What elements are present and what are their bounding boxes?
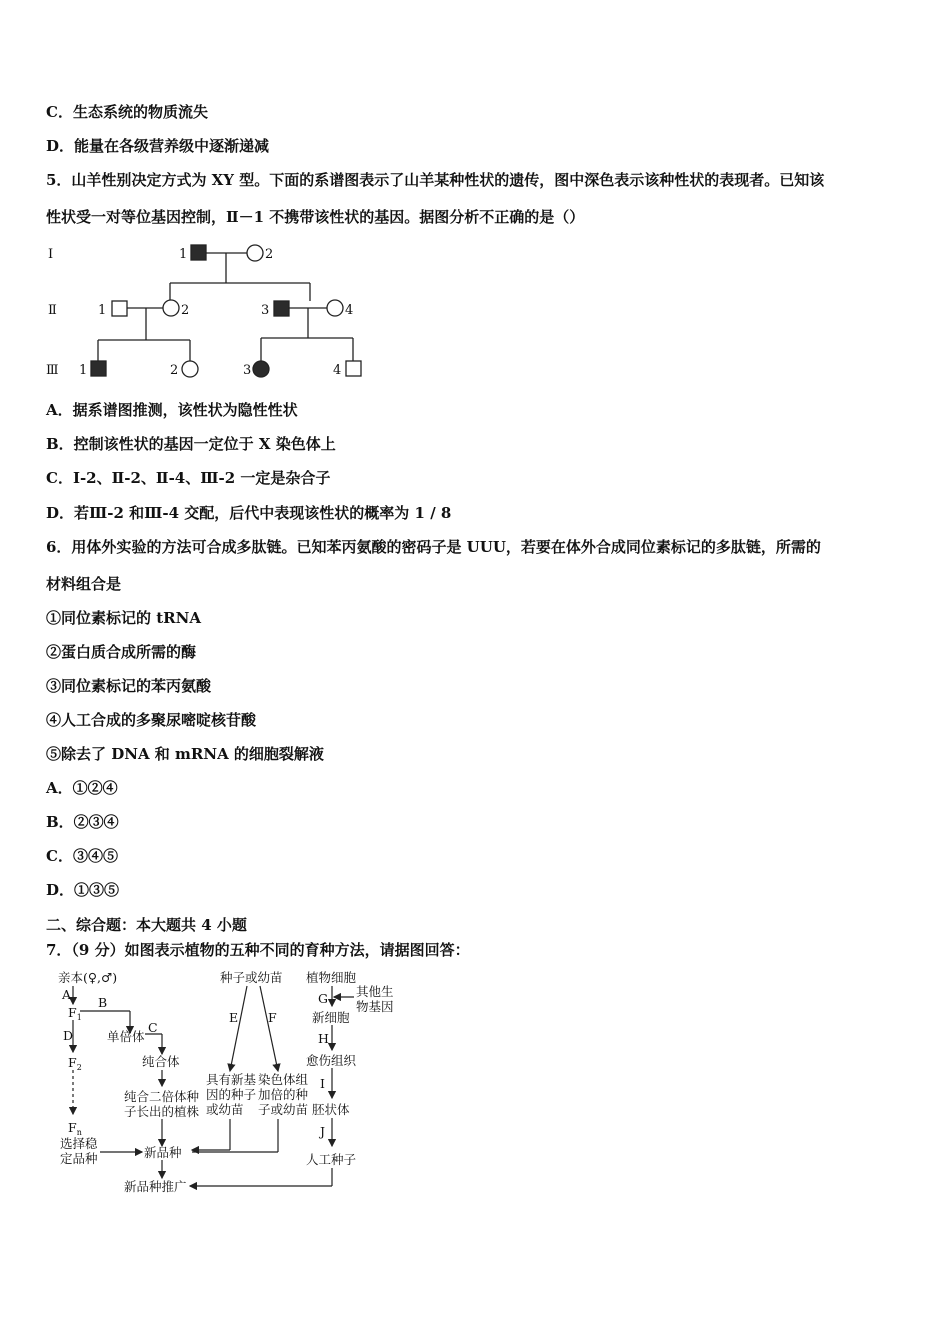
label-III4: 4 — [333, 363, 342, 378]
node-chrom-line-1: 染色体组 — [258, 1072, 309, 1087]
node-seed: 种子或幼苗 — [220, 970, 283, 985]
node-haploid: 单倍体 — [107, 1029, 145, 1044]
q6-option-d: D．①③⑤ — [46, 881, 120, 899]
node-plant-cell: 植物细胞 — [306, 970, 357, 985]
node-newgene-line-3: 或幼苗 — [206, 1102, 244, 1117]
q6-item-3: ③同位素标记的苯丙氨酸 — [46, 677, 212, 695]
node-newgene-line-1: 具有新基 — [206, 1072, 257, 1087]
label-II3: 3 — [261, 303, 270, 318]
edge-label-f: F — [268, 1010, 277, 1025]
node-new-cell: 新细胞 — [312, 1010, 350, 1025]
q5-option-b: B．控制该性状的基因一定位于 X 染色体上 — [46, 435, 336, 453]
q5-stem-line-2: 性状受一对等位基因控制，Ⅱ－1 不携带该性状的基因。据图分析不正确的是（） — [46, 208, 585, 226]
q6-item-4: ④人工合成的多聚尿嘧啶核苷酸 — [46, 711, 257, 729]
q4-option-c: C．生态系统的物质流失 — [46, 103, 208, 121]
pedigree-III4-male — [346, 361, 361, 376]
node-diploid-line-2: 子长出的植株 — [124, 1104, 200, 1119]
q5-option-a: A．据系谱图推测，该性状为隐性性状 — [46, 401, 298, 419]
node-other-gene-line-2: 物基因 — [356, 999, 394, 1014]
q7-stem: 7．（9 分）如图表示植物的五种不同的育种方法，请据图回答： — [46, 941, 470, 959]
node-f1: $F_1$ — [68, 1005, 82, 1022]
pedigree-I2-female — [247, 245, 263, 261]
label-III2: 2 — [170, 363, 179, 378]
edge-label-e: E — [229, 1010, 239, 1025]
pedigree-II3-affected-male — [274, 301, 289, 316]
node-newgene-line-2: 因的种子 — [206, 1087, 257, 1102]
edge-label-i: I — [320, 1076, 325, 1091]
label-II1: 1 — [98, 303, 107, 318]
edge-label-d: D — [63, 1028, 74, 1043]
q5-option-d: D．若Ⅲ-2 和Ⅲ-4 交配，后代中表现该性状的概率为 1 / 8 — [46, 504, 452, 522]
gen-label-III: Ⅲ — [46, 363, 59, 378]
q6-item-2: ②蛋白质合成所需的酶 — [46, 643, 197, 661]
node-chrom-line-2: 加倍的种 — [258, 1087, 309, 1102]
node-new-variety: 新品种 — [144, 1145, 182, 1160]
pedigree-II4-female — [327, 300, 343, 316]
section-2-heading: 二、综合题：本大题共 4 小题 — [46, 916, 247, 934]
node-promote: 新品种推广 — [124, 1179, 187, 1194]
edge-label-b: B — [98, 995, 108, 1010]
q6-option-b: B．②③④ — [46, 813, 119, 831]
node-artificial-seed: 人工种子 — [306, 1152, 357, 1167]
breeding-methods-diagram — [50, 966, 400, 1196]
q5-stem-line-1: 5．山羊性别决定方式为 XY 型。下面的系谱图表示了山羊某种性状的遗传，图中深色表示该种性状的表现者。已知该 — [46, 171, 825, 189]
q5-option-c: C．I-2、Ⅱ-2、Ⅱ-4、Ⅲ-2 一定是杂合子 — [46, 469, 331, 487]
pedigree-III2-female — [182, 361, 198, 377]
node-callus: 愈伤组织 — [306, 1053, 357, 1068]
pedigree-III3-affected-female — [253, 361, 269, 377]
gen-label-II: Ⅱ — [48, 303, 57, 318]
gen-label-I: Ⅰ — [48, 247, 54, 262]
pedigree-III1-affected-male — [91, 361, 106, 376]
node-chrom-line-3: 子或幼苗 — [258, 1102, 309, 1117]
node-diploid-line-1: 纯合二倍体种 — [124, 1089, 200, 1104]
edge-label-j: J — [320, 1124, 326, 1139]
label-II4: 4 — [345, 303, 354, 318]
edge-label-c: C — [148, 1020, 158, 1035]
node-parents: 亲本(♀,♂) — [58, 970, 118, 985]
pedigree-II2-female — [163, 300, 179, 316]
node-pure: 纯合体 — [142, 1054, 180, 1069]
pedigree-II1-male — [112, 301, 127, 316]
q4-option-d: D．能量在各级营养级中逐渐递减 — [46, 137, 270, 155]
pedigree-I1-affected-male — [191, 245, 206, 260]
pedigree-chart — [40, 238, 380, 388]
node-select-line-1: 选择稳 — [60, 1136, 98, 1151]
node-select-line-2: 定品种 — [60, 1151, 98, 1166]
node-embryoid: 胚状体 — [312, 1102, 350, 1117]
edge-label-a: A — [62, 987, 72, 1002]
label-I1: 1 — [179, 247, 188, 262]
label-I2: 2 — [265, 247, 274, 262]
q6-stem-line-1: 6．用体外实验的方法可合成多肽链。已知苯丙氨酸的密码子是 UUU，若要在体外合成同位素标记的多肽链，所需的 — [46, 538, 821, 556]
label-III1: 1 — [79, 363, 88, 378]
q6-item-5: ⑤除去了 DNA 和 mRNA 的细胞裂解液 — [46, 745, 324, 763]
q6-item-1: ①同位素标记的 tRNA — [46, 609, 201, 627]
q6-option-a: A．①②④ — [46, 779, 118, 797]
q6-stem-line-2: 材料组合是 — [46, 575, 122, 593]
node-f2: $F_2$ — [68, 1055, 82, 1072]
node-fn: $F_n$ — [68, 1120, 82, 1137]
edge-label-h: H — [318, 1031, 329, 1046]
q6-option-c: C．③④⑤ — [46, 847, 118, 865]
label-II2: 2 — [181, 303, 190, 318]
node-other-gene-line-1: 其他生 — [356, 984, 394, 999]
label-III3: 3 — [243, 363, 252, 378]
edge-label-g: G — [318, 991, 328, 1006]
